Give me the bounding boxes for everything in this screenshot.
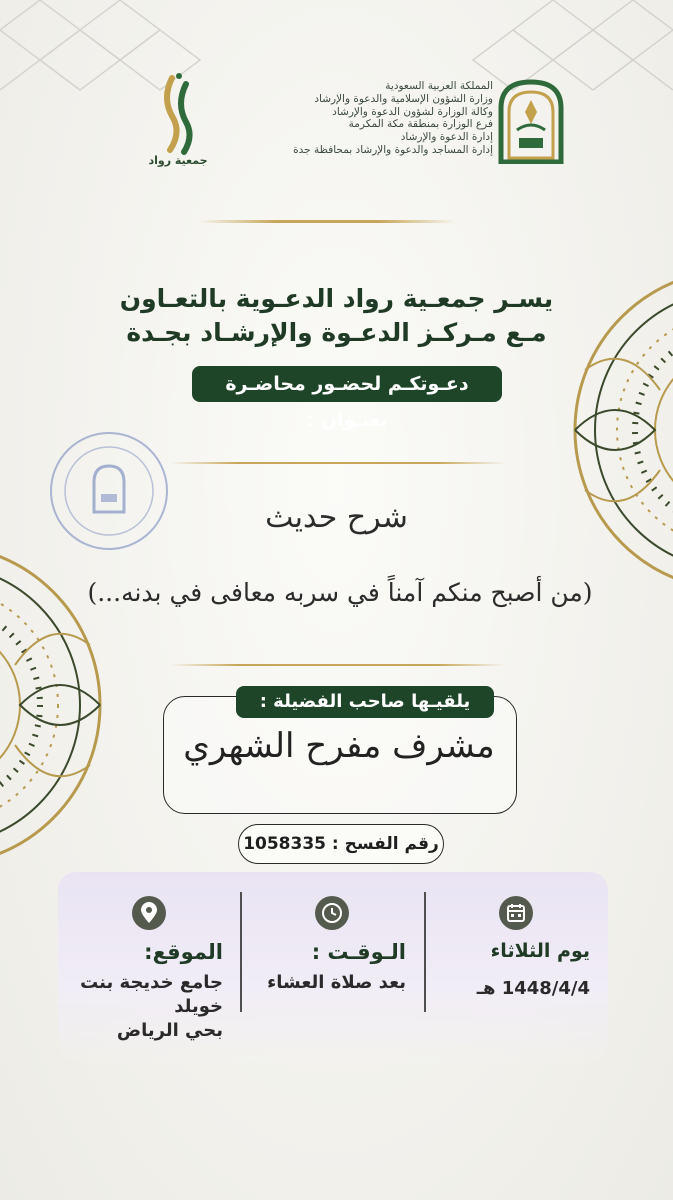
lecture-title-line-2: (من أصبح منكم آمناً في سربه معافى في بدنه...) xyxy=(87,578,593,607)
title-top-divider xyxy=(170,462,505,464)
ministry-line: إدارة الدعوة والإرشاد xyxy=(400,131,493,144)
lecture-title-line-1: شرح حديث xyxy=(265,500,408,535)
rowad-logo xyxy=(148,70,210,166)
permit-number: رقم الفسح : 1058335 xyxy=(238,824,444,864)
calendar-icon xyxy=(499,896,533,930)
event-info-panel xyxy=(58,872,608,1062)
location-label: الموقع: xyxy=(144,940,223,964)
ministry-line: إدارة المساجد والدعوة والإرشاد بمحافظة جدة xyxy=(293,143,493,156)
clock-icon xyxy=(315,896,349,930)
location-line-3: بحي الرياض xyxy=(116,1020,223,1041)
speaker-label: يلقيـها صاحب الفضيلة : xyxy=(236,686,494,718)
time-value: بعد صلاة العشاء xyxy=(267,972,406,993)
ministry-line: فرع الوزارة بمنطقة مكة المكرمة xyxy=(348,118,493,131)
column-separator xyxy=(424,892,426,1012)
location-pin-icon xyxy=(132,896,166,930)
header xyxy=(0,70,673,180)
intro-line-1: يسـر جمعـية رواد الدعـوية بالتعـاون xyxy=(119,284,554,313)
ministry-text-block xyxy=(233,80,493,157)
location-line-1: جامع خديجة بنت xyxy=(80,972,223,993)
date-column xyxy=(425,872,608,1062)
header-divider xyxy=(198,220,456,223)
date-label: يوم الثلاثاء xyxy=(490,940,590,962)
location-line-2: خويلد xyxy=(174,996,223,1017)
time-column xyxy=(241,872,424,1062)
location-column xyxy=(58,872,241,1062)
invite-label: دعـوتكـم لحضـور محاضـرة بعنـوان : xyxy=(192,366,502,402)
ministry-line: وكالة الوزارة لشؤون الدعوة والإرشاد xyxy=(332,105,493,118)
ministry-line: وزارة الشؤون الإسلامية والدعوة والإرشاد xyxy=(314,92,493,105)
title-bottom-divider xyxy=(170,664,505,666)
time-label: الـوقـت : xyxy=(311,940,406,964)
date-value: 1448/4/4 هـ xyxy=(476,978,590,999)
rowad-name: جمعية رواد xyxy=(148,154,208,167)
speaker-name: مشرف مفرح الشهري xyxy=(183,726,495,766)
ministry-logo xyxy=(497,78,565,164)
intro-line-2: مـع مـركـز الدعـوة والإرشـاد بجـدة xyxy=(126,318,547,347)
intro-text xyxy=(60,282,613,350)
ministry-line: المملكة العربية السعودية xyxy=(385,80,493,92)
